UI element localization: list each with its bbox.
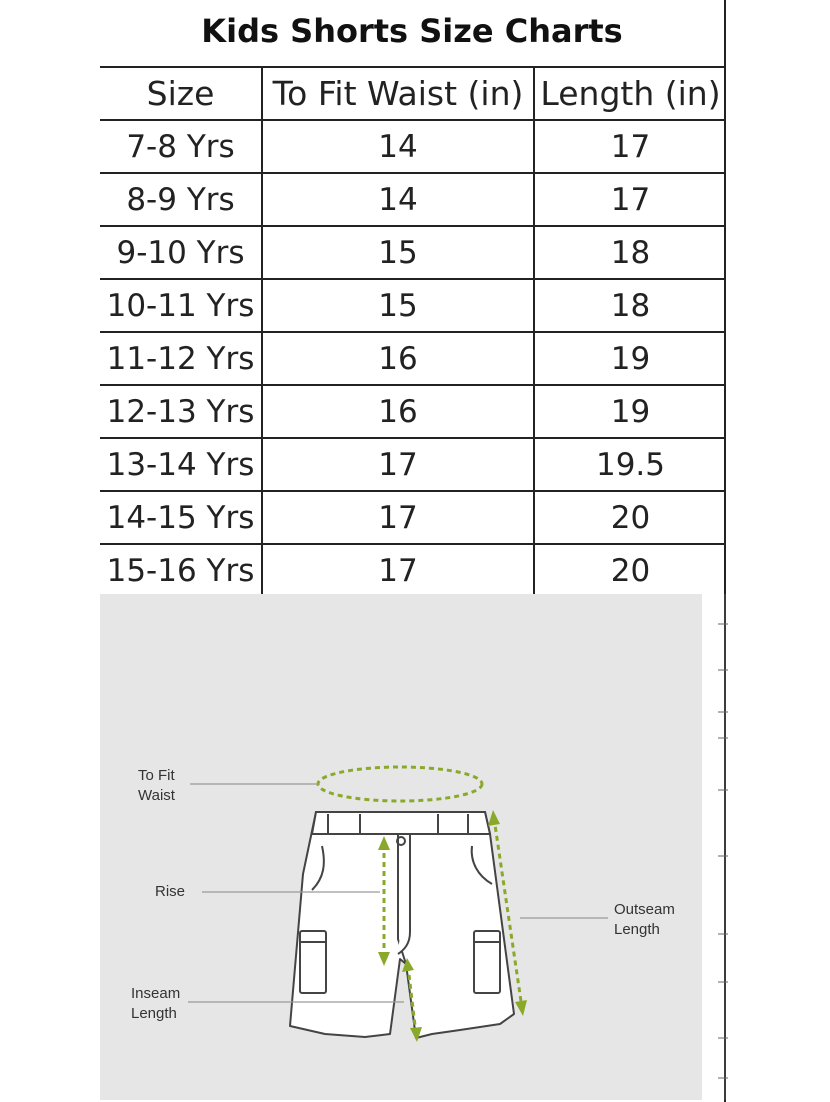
table-header-row	[100, 67, 726, 120]
waist-label-line: To Fit	[138, 767, 175, 784]
outseam-label	[614, 900, 694, 940]
size-cell: 15-16 Yrs	[100, 544, 262, 596]
outseam-label-line: Length	[614, 921, 660, 938]
waist-cell: 17	[262, 491, 534, 544]
waist-cell: 14	[262, 120, 534, 173]
waist-cell: 15	[262, 226, 534, 279]
inseam-label	[131, 984, 211, 1024]
length-cell: 19	[534, 332, 726, 385]
shorts-illustration	[100, 594, 702, 1100]
inseam-label-line: Length	[131, 1005, 177, 1022]
outseam-label-line: Outseam	[614, 901, 675, 918]
waist-cell: 17	[262, 438, 534, 491]
length-cell: 18	[534, 226, 726, 279]
size-cell: 10-11 Yrs	[100, 279, 262, 332]
size-table	[100, 66, 726, 596]
size-cell: 14-15 Yrs	[100, 491, 262, 544]
size-cell: 11-12 Yrs	[100, 332, 262, 385]
size-cell: 7-8 Yrs	[100, 120, 262, 173]
waist-measure-arrow	[318, 767, 482, 801]
table-row	[100, 544, 726, 596]
column-header-size: Size	[100, 67, 262, 120]
length-cell: 19.5	[534, 438, 726, 491]
size-cell: 8-9 Yrs	[100, 173, 262, 226]
length-cell: 17	[534, 173, 726, 226]
rise-label	[155, 882, 235, 902]
waist-cell: 16	[262, 385, 534, 438]
size-cell: 9-10 Yrs	[100, 226, 262, 279]
waist-label	[138, 766, 218, 806]
table-row	[100, 120, 726, 173]
column-header-waist: To Fit Waist (in)	[262, 67, 534, 120]
waist-cell: 15	[262, 279, 534, 332]
rise-label-line: Rise	[155, 883, 186, 900]
table-row	[100, 173, 726, 226]
waist-cell: 17	[262, 544, 534, 596]
chart-title: Kids Shorts Size Charts	[201, 12, 623, 50]
inseam-label-line: Inseam	[131, 985, 181, 1002]
table-row	[100, 279, 726, 332]
size-cell: 12-13 Yrs	[100, 385, 262, 438]
length-cell: 20	[534, 544, 726, 596]
waist-cell: 16	[262, 332, 534, 385]
table-row	[100, 332, 726, 385]
length-cell: 20	[534, 491, 726, 544]
waist-label-line: Waist	[138, 787, 175, 804]
table-row	[100, 438, 726, 491]
table-row	[100, 385, 726, 438]
length-cell: 17	[534, 120, 726, 173]
size-cell: 13-14 Yrs	[100, 438, 262, 491]
margin-ruler-ticks	[718, 594, 732, 1100]
waist-cell: 14	[262, 173, 534, 226]
table-row	[100, 491, 726, 544]
column-header-length: Length (in)	[534, 67, 726, 120]
table-row	[100, 226, 726, 279]
length-cell: 18	[534, 279, 726, 332]
length-cell: 19	[534, 385, 726, 438]
